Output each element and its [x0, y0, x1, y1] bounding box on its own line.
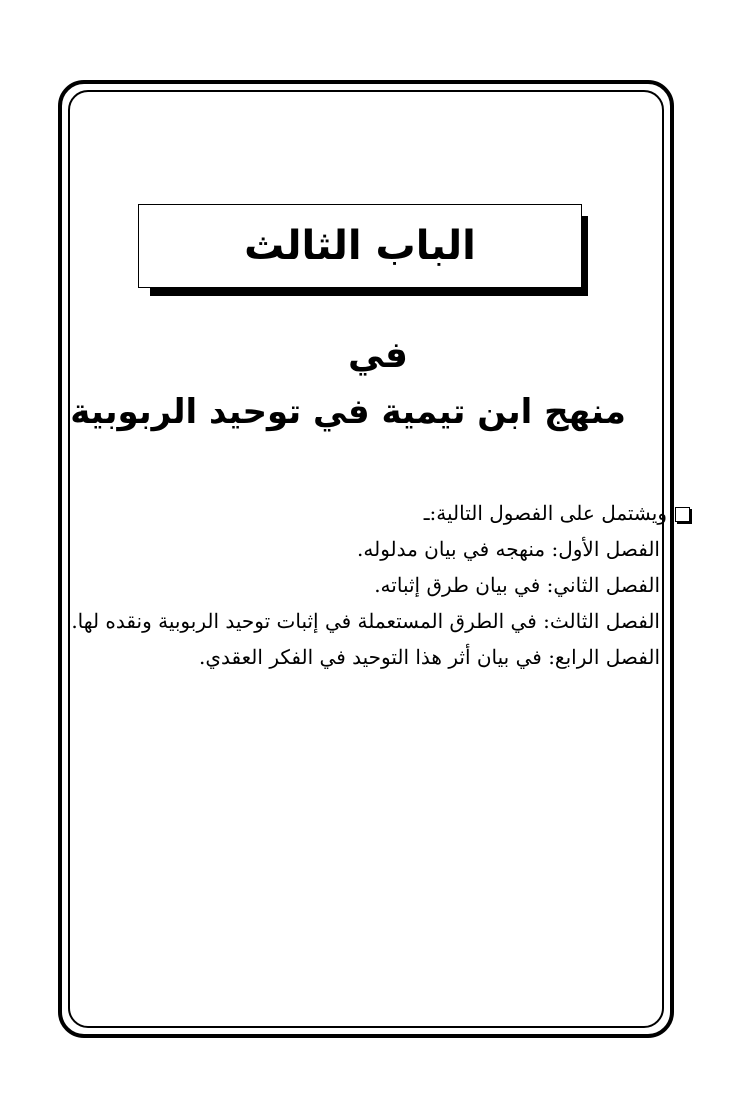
chapter-text: في الطرق المستعملة في إثبات توحيد الربوبية ونقده لها.	[71, 609, 537, 633]
chapter-text: في بيان طرق إثباته.	[374, 573, 541, 597]
part-subtitle: منهج ابن تيمية في توحيد الربوبية	[70, 392, 626, 432]
intro-text: ويشتمل على الفصول التالية:ـ	[423, 501, 667, 525]
chapter-label: الفصل الأول:	[551, 537, 660, 561]
part-title: الباب الثالث	[244, 223, 476, 269]
chapter-label: الفصل الرابع:	[548, 645, 660, 669]
title-box	[138, 204, 582, 288]
checkbox-bullet-icon	[675, 507, 690, 522]
intro-row	[71, 495, 667, 531]
chapter-item-1	[71, 531, 660, 567]
chapters-list	[71, 495, 667, 675]
chapter-item-4	[71, 639, 660, 675]
preposition-heading: في	[348, 335, 408, 376]
chapter-label: الفصل الثاني:	[546, 573, 660, 597]
chapter-item-2	[71, 567, 660, 603]
chapter-text: منهجه في بيان مدلوله.	[357, 537, 546, 561]
chapter-item-3	[71, 603, 660, 639]
chapter-text: في بيان أثر هذا التوحيد في الفكر العقدي.	[199, 645, 542, 669]
chapter-label: الفصل الثالث:	[543, 609, 660, 633]
